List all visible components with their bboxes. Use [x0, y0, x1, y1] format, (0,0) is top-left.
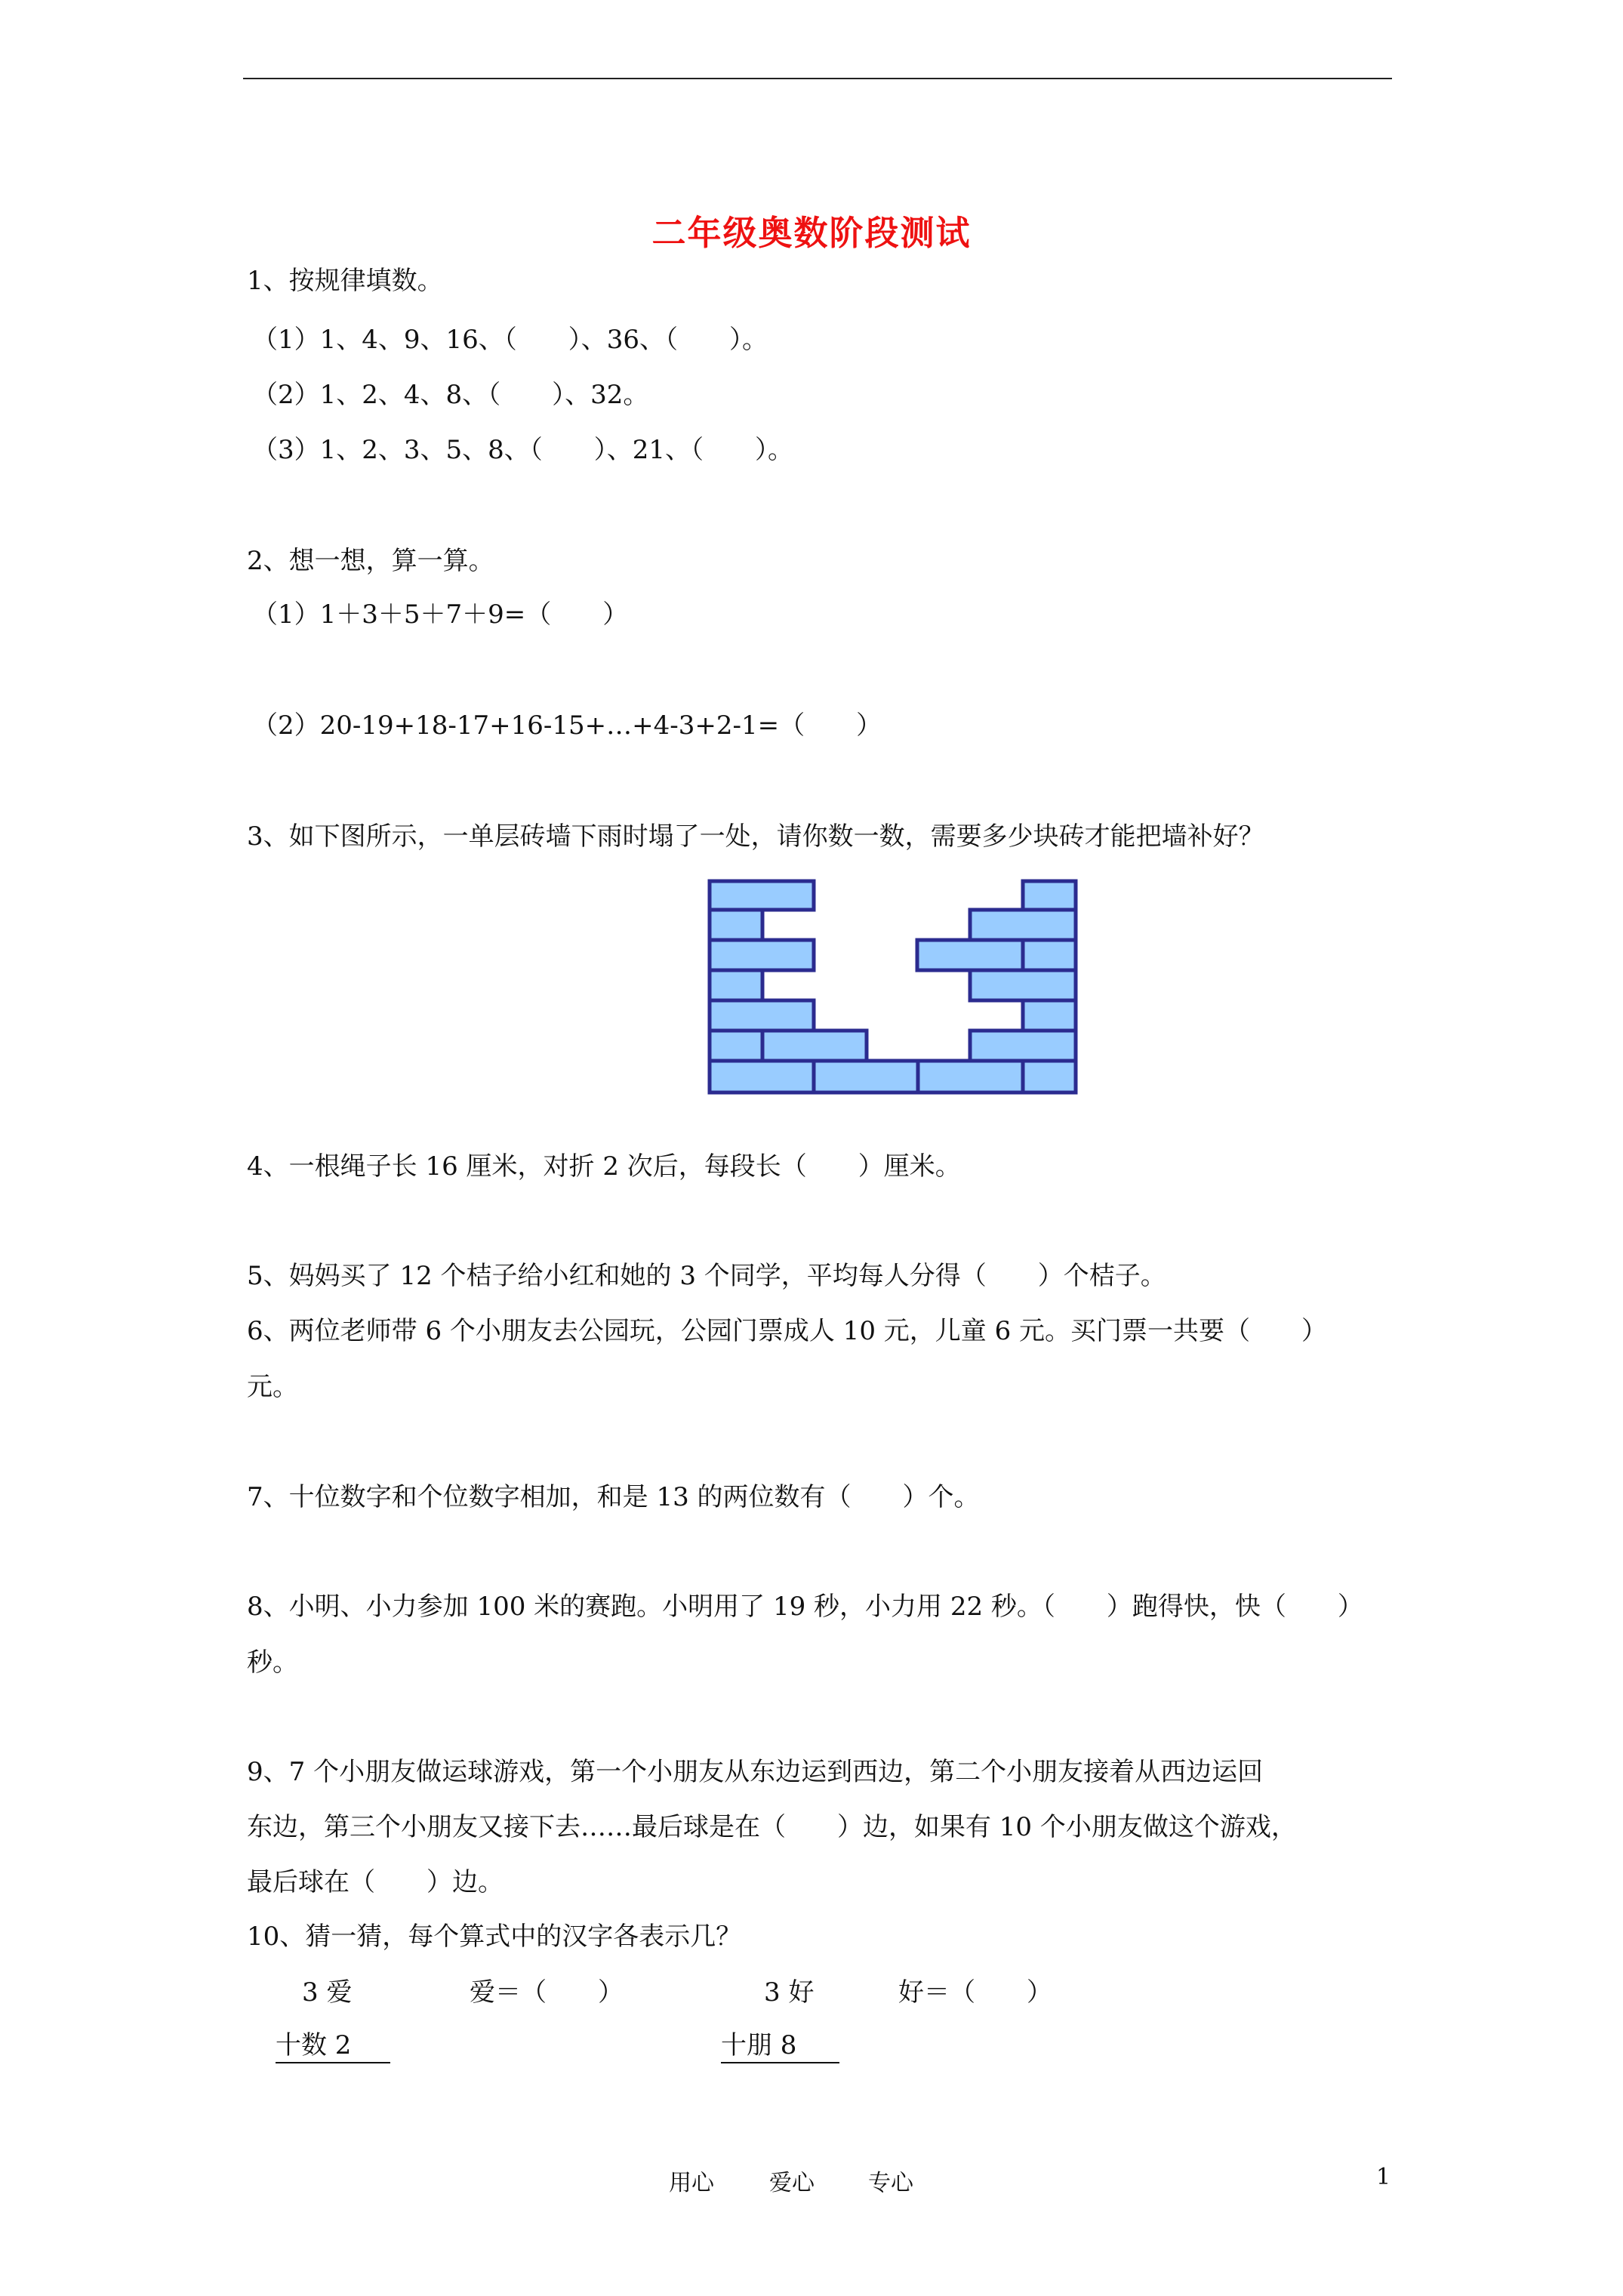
q9-line-2: 东边，第三个小朋友又接下去……最后球是在（ ）边，如果有 10 个小朋友做这个游戏， — [247, 1812, 1297, 1842]
q6-line-1: 6、两位老师带 6 个小朋友去公园玩，公园门票成人 10 元，儿童 6 元。买门票一共要（ ） — [247, 1316, 1328, 1346]
brick — [710, 910, 762, 940]
q1-item-3: （3）1、2、3、5、8、（ ）、21、（ ）。 — [252, 435, 794, 465]
page-title: 二年级奥数阶段测试 — [651, 213, 972, 253]
brick — [710, 970, 762, 1000]
brick — [710, 1000, 814, 1031]
brick — [970, 1031, 1076, 1061]
q5-stem: 5、妈妈买了 12 个桔子给小红和她的 3 个同学，平均每人分得（ ）个桔子。 — [247, 1261, 1166, 1291]
q4-stem: 4、一根绳子长 16 厘米，对折 2 次后，每段长（ ）厘米。 — [247, 1151, 961, 1182]
footer-text-2: 爱心 — [769, 2170, 815, 2196]
q10-left-answer: 爱＝（ ） — [470, 1977, 624, 2008]
brick-wall-figure — [706, 877, 1079, 1096]
q1-item-1: （1）1、4、9、16、（ ）、36、（ ）。 — [252, 325, 768, 355]
brick — [970, 970, 1076, 1000]
footer-text-3: 专心 — [868, 2170, 913, 2196]
q10-left-bottom: 十数 2 — [276, 2030, 352, 2060]
q10-stem: 10、猜一猜，每个算式中的汉字各表示几？ — [247, 1922, 742, 1952]
brick — [710, 1031, 762, 1061]
q2-stem: 2、想一想，算一算。 — [247, 546, 494, 576]
brick — [710, 940, 814, 970]
q10-right-top: 3 好 — [764, 1977, 815, 2008]
brick — [710, 881, 814, 910]
brick — [970, 910, 1076, 940]
q2-item-2: （2）20-19+18-17+16-15+…+4-3+2-1=（ ） — [252, 710, 882, 741]
q10-right-bottom: 十朋 8 — [721, 2030, 797, 2060]
brick — [918, 1061, 1023, 1093]
q10-left-top: 3 爱 — [302, 1977, 353, 2008]
q1-item-2: （2）1、2、4、8、（ ）、32。 — [252, 380, 649, 410]
page-number: 1 — [1376, 2164, 1391, 2190]
brick — [710, 1061, 814, 1093]
brick — [762, 1031, 867, 1061]
footer-text-1: 用心 — [669, 2170, 714, 2196]
q6-line-2: 元。 — [247, 1372, 298, 1402]
q1-stem: 1、按规律填数。 — [247, 266, 443, 296]
q8-line-1: 8、小明、小力参加 100 米的赛跑。小明用了 19 秒，小力用 22 秒。（ ）跑得快，快（ ） — [247, 1592, 1363, 1622]
q9-line-1: 9、7 个小朋友做运球游戏，第一个小朋友从东边运到西边，第二个小朋友接着从西边运回 — [247, 1757, 1264, 1787]
brick — [1023, 1061, 1076, 1093]
q2-item-1: （1）1＋3＋5＋7＋9=（ ） — [252, 599, 629, 630]
brick — [1023, 881, 1076, 910]
q3-stem: 3、如下图所示，一单层砖墙下雨时塌了一处，请你数一数，需要多少块砖才能把墙补好？ — [247, 821, 1264, 852]
q9-line-3: 最后球在（ ）边。 — [247, 1867, 504, 1897]
header-rule — [243, 78, 1392, 79]
brick — [917, 940, 1023, 970]
q10-left-underline — [276, 2062, 390, 2063]
q7-stem: 7、十位数字和个位数字相加，和是 13 的两位数有（ ）个。 — [247, 1482, 980, 1512]
q8-line-2: 秒。 — [247, 1647, 298, 1678]
q10-right-underline — [721, 2062, 839, 2063]
q10-right-answer: 好＝（ ） — [898, 1977, 1052, 2008]
brick — [1023, 1000, 1076, 1031]
brick — [814, 1061, 918, 1093]
brick — [1023, 940, 1076, 970]
